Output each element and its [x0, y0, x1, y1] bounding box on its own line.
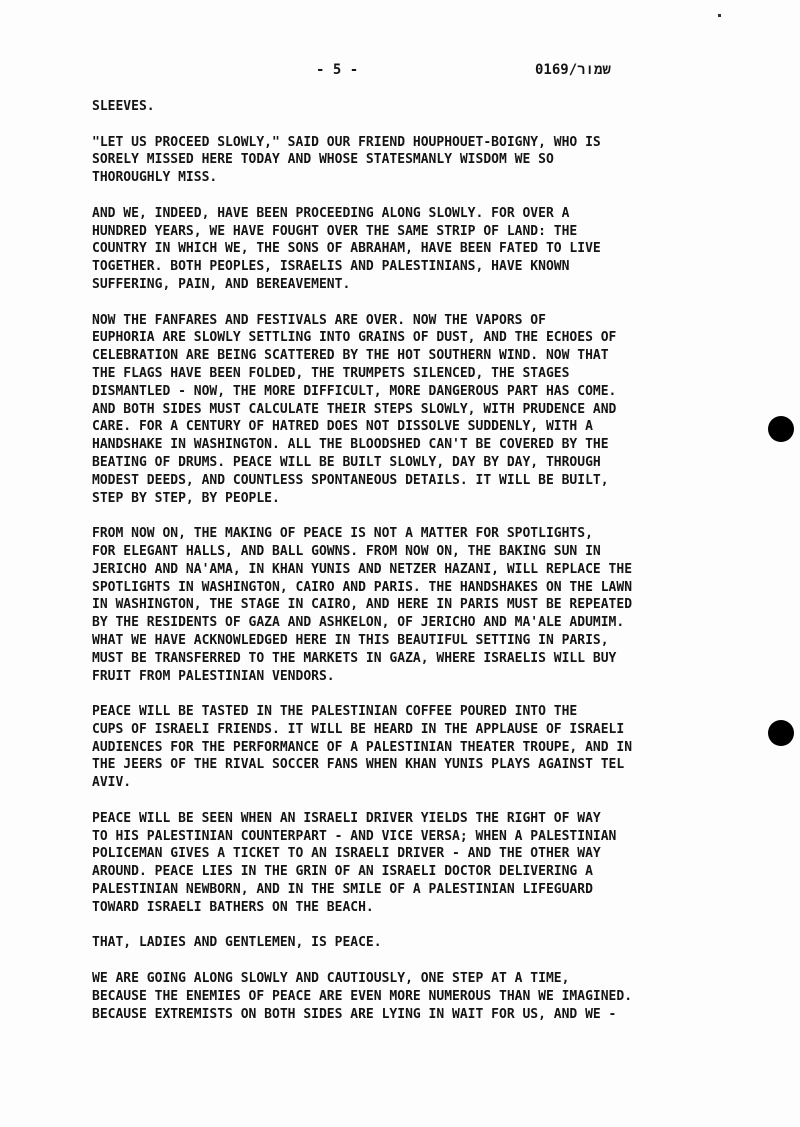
paragraph-hundred-years: AND WE, INDEED, HAVE BEEN PROCEEDING ALONG SLOWLY. FOR OVER A HUNDRED YEARS, WE HAVE FOUGHT OVER THE SAME STRIP OF LAND: THE COUNTRY IN WHICH WE, THE SONS OF ABRAHAM, HAVE BEEN FATED TO LIVE TOGETHER. BOTH PEOPLES, ISRAELIS AND PALESTINIANS, HAVE KNOWN SUFFERING, PAIN, AND BEREAVEMENT. [92, 205, 601, 292]
paragraph-proceed-slowly-quote: "LET US PROCEED SLOWLY," SAID OUR FRIEND HOUPHOUET-BOIGNY, WHO IS SORELY MISSED HERE TODAY AND WHOSE STATESMANLY WISDOM WE SO THOROUGHLY MISS. [92, 134, 601, 186]
document-body [92, 98, 692, 1041]
page-number: - 5 - [316, 62, 359, 78]
paragraph-that-is-peace: THAT, LADIES AND GENTLEMEN, IS PEACE. [92, 935, 382, 951]
paragraph-peace-tasted: PEACE WILL BE TASTED IN THE PALESTINIAN COFFEE POURED INTO THE CUPS OF ISRAELI FRIENDS. IT WILL BE HEARD IN THE APPLAUSE OF ISRAELI AUDIENCES FOR THE PERFORMANCE OF A PALESTINIAN THEATER TROUPE, AND IN THE JEERS OF THE RIVAL SOCCER FANS WHEN KHAN YUNIS PLAYS AGAINST TEL AVIV. [92, 704, 633, 791]
paragraph-fanfares-over: NOW THE FANFARES AND FESTIVALS ARE OVER. NOW THE VAPORS OF EUPHORIA ARE SLOWLY SETTLING INTO GRAINS OF DUST, AND THE ECHOES OF CELEBRATION ARE BEING SCATTERED BY THE HOT SOUTHERN WIND. NOW THAT THE FLAGS HAVE BEEN FOLDED, THE TRUMPETS SILENCED, THE STAGES DISMANTLED - NOW, THE MORE DIFFICULT, MORE DANGEROUS PART HAS COME. AND BOTH SIDES MUST CALCULATE THEIR STEPS SLOWLY, WITH PRUDENCE AND CARE. FOR A CENTURY OF HATRED DOES NOT DISSOLVE SUDDENLY, WITH A HANDSHAKE IN WASHINGTON. ALL THE BLOODSHED CAN'T BE COVERED BY THE BEATING OF DRUMS. PEACE WILL BE BUILT SLOWLY, DAY BY DAY, THROUGH MODEST DEEDS, AND COUNTLESS SPONTANEOUS DETAILS. IT WILL BE BUILT, STEP BY STEP, BY PEOPLE. [92, 312, 617, 506]
scan-speck [718, 14, 721, 17]
paragraph-making-of-peace: FROM NOW ON, THE MAKING OF PEACE IS NOT A MATTER FOR SPOTLIGHTS, FOR ELEGANT HALLS, AND BALL GOWNS. FROM NOW ON, THE BAKING SUN IN JERICHO AND NA'AMA, IN KHAN YUNIS AND NETZER HAZANI, WILL REPLACE THE SPOTLIGHTS IN WASHINGTON, CAIRO AND PARIS. THE HANDSHAKES ON THE LAWN IN WASHINGTON, THE STAGE IN CAIRO, AND HERE IN PARIS MUST BE REPEATED BY THE RESIDENTS OF GAZA AND ASHKELON, OF JERICHO AND MA'ALE ADUMIM. WHAT WE HAVE ACKNOWLEDGED HERE IN THIS BEAUTIFUL SETTING IN PARIS, MUST BE TRANSFERRED TO THE MARKETS IN GAZA, WHERE ISRAELIS WILL BUY FRUIT FROM PALESTINIAN VENDORS. [92, 526, 633, 684]
page-header [0, 62, 800, 84]
paragraph-sleeves: SLEEVES. [92, 99, 155, 114]
punch-hole-lower [768, 720, 794, 746]
paragraph-going-slowly: WE ARE GOING ALONG SLOWLY AND CAUTIOUSLY, ONE STEP AT A TIME, BECAUSE THE ENEMIES OF PEACE ARE EVEN MORE NUMEROUS THAN WE IMAGINED. BECAUSE EXTREMISTS ON BOTH SIDES ARE LYING IN WAIT FOR US, AND WE - [92, 971, 633, 1022]
paragraph-peace-seen: PEACE WILL BE SEEN WHEN AN ISRAELI DRIVER YIELDS THE RIGHT OF WAY TO HIS PALESTINIAN COUNTERPART - AND VICE VERSA; WHEN A PALESTINIAN POLICEMAN GIVES A TICKET TO AN ISRAELI DRIVER - AND THE OTHER WAY AROUND. PEACE LIES IN THE GRIN OF AN ISRAELI DOCTOR DELIVERING A PALESTINIAN NEWBORN, AND IN THE SMILE OF A PALESTINIAN LIFEGUARD TOWARD ISRAELI BATHERS ON THE BEACH. [92, 810, 617, 915]
document-reference: שמור/0169 [535, 62, 611, 78]
punch-hole-upper [768, 416, 794, 442]
